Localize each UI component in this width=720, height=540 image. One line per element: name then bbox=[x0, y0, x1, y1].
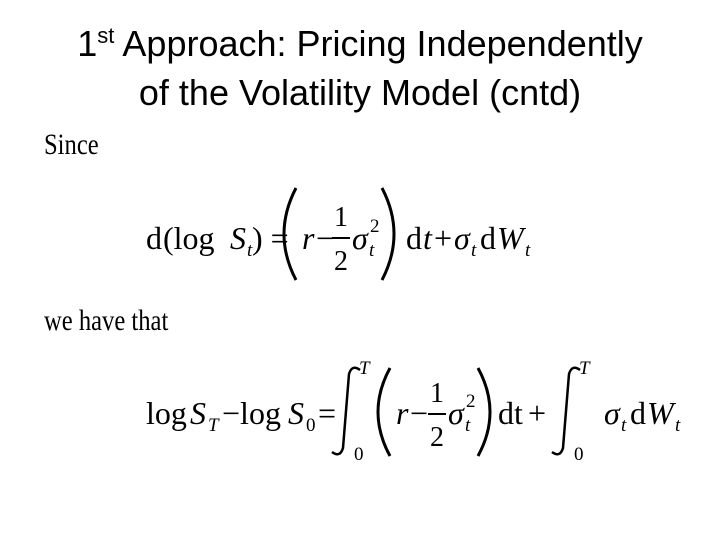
eq2-sigma2: σ bbox=[604, 395, 620, 431]
eq1-dt-d: d bbox=[406, 220, 422, 256]
eq1-log-open: (log bbox=[163, 220, 215, 256]
eq2-int1-upper: T bbox=[359, 358, 370, 379]
eq2-sigma-t-sub: t bbox=[465, 415, 471, 436]
eq2-zero-sub: 0 bbox=[306, 415, 316, 436]
eq1-sigma2: σ bbox=[454, 220, 470, 256]
eq2-right-paren bbox=[478, 368, 490, 456]
eq2-dt: dt bbox=[498, 395, 523, 431]
eq1-close-equals: ) = bbox=[252, 220, 289, 256]
eq2-int1-lower: 0 bbox=[354, 444, 364, 465]
eq2-plus: + bbox=[528, 395, 547, 431]
eq2-dW-d: d bbox=[630, 395, 646, 431]
eq2-equals: = bbox=[318, 395, 337, 431]
eq1-W-t-sub: t bbox=[525, 240, 531, 261]
eq1-two: 2 bbox=[334, 246, 348, 277]
eq2-S2: S bbox=[288, 395, 304, 431]
eq2-two: 2 bbox=[430, 422, 444, 453]
eq2-left-paren bbox=[378, 368, 390, 456]
eq2-int2-upper: T bbox=[579, 358, 590, 379]
eq1-sigma-t-sub: t bbox=[369, 240, 375, 261]
eq2-exp2: 2 bbox=[466, 391, 476, 412]
eq2-W: W bbox=[647, 395, 674, 431]
eq2-log1: log bbox=[146, 395, 187, 431]
eq1-d: d bbox=[146, 220, 162, 256]
eq2-S1: S bbox=[190, 395, 206, 431]
eq1-plus: + bbox=[434, 220, 453, 256]
eq2-sigma2-t-sub: t bbox=[621, 415, 627, 436]
eq1-t-sub: t bbox=[247, 240, 253, 261]
eq1-dW-d: d bbox=[480, 220, 496, 256]
title-line2: of the Volatility Model (cntd) bbox=[138, 72, 582, 113]
title-ordinal-suffix: st bbox=[97, 23, 115, 48]
eq1-one: 1 bbox=[334, 202, 348, 233]
eq1-dt-t: t bbox=[423, 220, 432, 256]
equation-1 bbox=[146, 182, 536, 292]
eq2-integral-1 bbox=[332, 368, 360, 455]
eq1-sigma: σ bbox=[352, 220, 368, 256]
eq2-minus-log: −log bbox=[222, 395, 281, 431]
slide-title bbox=[0, 22, 720, 115]
eq2-one: 1 bbox=[430, 378, 444, 409]
eq2-T-sub: T bbox=[208, 415, 219, 436]
eq1-minus: − bbox=[316, 220, 335, 256]
eq2-W-t-sub: t bbox=[675, 415, 681, 436]
eq1-sigma2-t-sub: t bbox=[471, 240, 477, 261]
equation-2 bbox=[146, 360, 686, 470]
eq1-S: S bbox=[230, 220, 246, 256]
eq1-r: r bbox=[302, 220, 315, 256]
eq2-r: r bbox=[396, 395, 409, 431]
since-label: Since bbox=[44, 128, 99, 161]
title-line1: Approach: Pricing Independently bbox=[114, 23, 643, 64]
eq2-integral-2 bbox=[552, 368, 580, 455]
title-ordinal-number: 1 bbox=[77, 23, 98, 64]
eq2-int2-lower: 0 bbox=[574, 444, 584, 465]
eq1-exp2: 2 bbox=[370, 216, 380, 237]
eq1-right-paren bbox=[382, 188, 394, 280]
eq1-W: W bbox=[497, 220, 524, 256]
we-have-that-label: we have that bbox=[44, 304, 169, 337]
eq2-sigma: σ bbox=[448, 395, 464, 431]
eq2-minus: − bbox=[410, 395, 429, 431]
